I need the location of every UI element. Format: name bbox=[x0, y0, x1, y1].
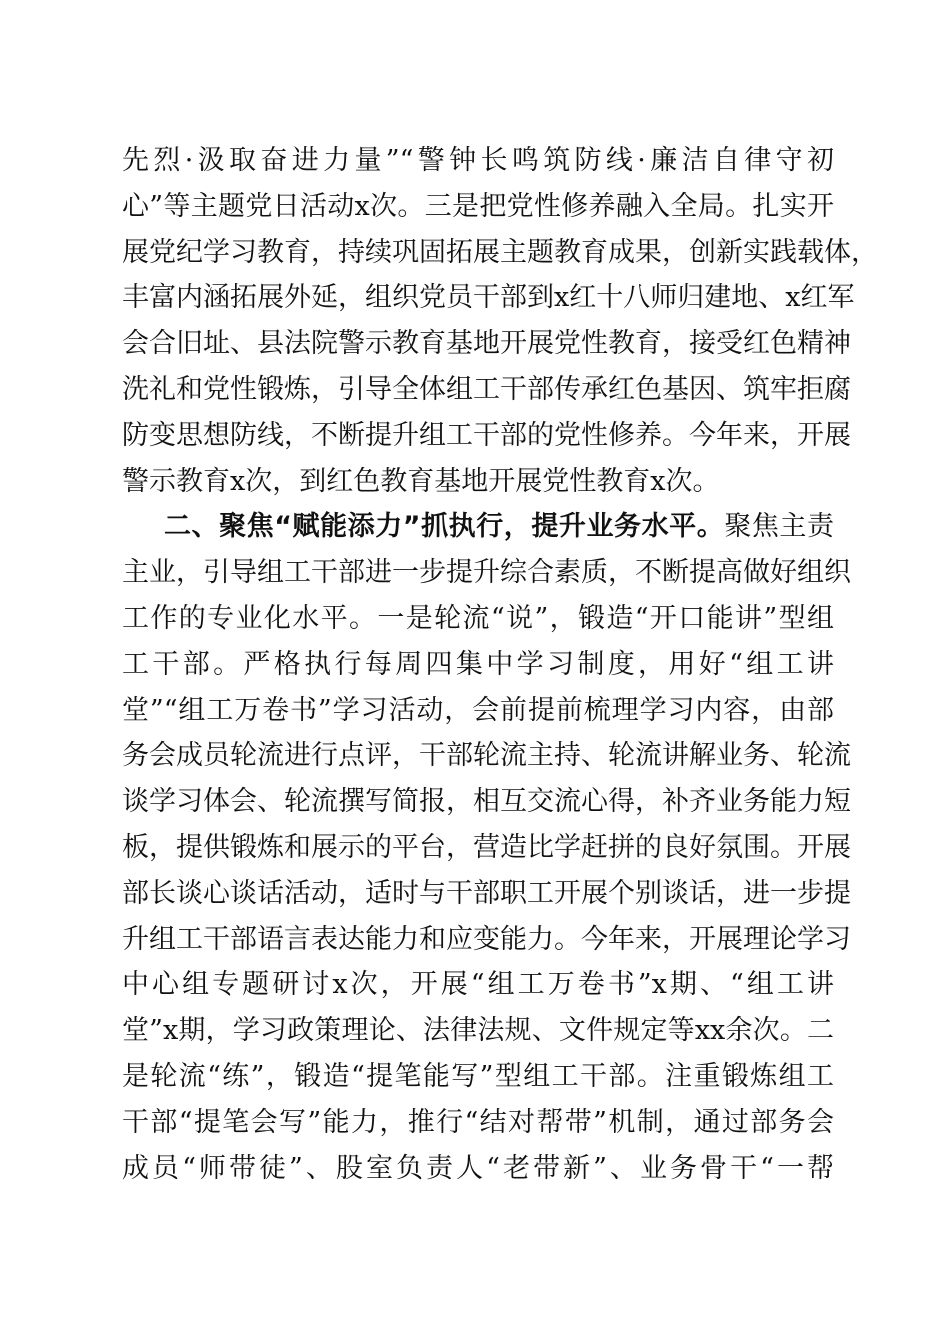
text-line: 成员“师带徒”、股室负责人“老带新”、业务骨干“一帮 bbox=[122, 1152, 834, 1184]
text-line: 堂”x期，学习政策理论、法律法规、文件规定等xx余次。二 bbox=[122, 1015, 834, 1047]
text-line: 展党纪学习教育，持续巩固拓展主题教育成果，创新实践载体， bbox=[122, 236, 878, 268]
text-line: 部长谈心谈话活动，适时与干部职工开展个别谈话，进一步提 bbox=[122, 877, 851, 909]
text-line: 主业，引导组工干部进一步提升综合素质，不断提高做好组织 bbox=[122, 557, 851, 589]
text-line: 谈学习体会、轮流撰写简报，相互交流心得，补齐业务能力短 bbox=[122, 786, 851, 818]
section-heading-rest: 聚焦主责 bbox=[724, 511, 834, 543]
text-line: 堂”“组工万卷书”学习活动，会前提前梳理学习内容，由部 bbox=[122, 694, 834, 726]
text-line: 洗礼和党性锻炼，引导全体组工干部传承红色基因、筑牢拒腐 bbox=[122, 373, 851, 405]
text-line: 先烈·汲取奋进力量”“警钟长鸣筑防线·廉洁自律守初 bbox=[122, 145, 834, 176]
text-line: 工作的专业化水平。一是轮流“说”，锻造“开口能讲”型组 bbox=[122, 602, 834, 634]
text-line: 务会成员轮流进行点评，干部轮流主持、轮流讲解业务、轮流 bbox=[122, 740, 851, 772]
text-line: 心”等主题党日活动x次。三是把党性修养融入全局。扎实开 bbox=[122, 190, 834, 222]
text-line: 丰富内涵拓展外延，组织党员干部到x红十八师归建地、x红军 bbox=[122, 282, 855, 314]
text-line: 是轮流“练”，锻造“提笔能写”型组工干部。注重锻炼组工 bbox=[122, 1060, 834, 1092]
section-heading: 二、聚焦“赋能添力”抓执行，提升业务水平。 bbox=[164, 511, 725, 543]
text-line: 警示教育x次，到红色教育基地开展党性教育x次。 bbox=[122, 465, 720, 497]
section-heading-line bbox=[122, 504, 834, 550]
text-line: 板，提供锻炼和展示的平台，营造比学赶拼的良好氛围。开展 bbox=[122, 831, 851, 863]
text-line: 会合旧址、县法院警示教育基地开展党性教育，接受红色精神 bbox=[122, 328, 851, 360]
body-text bbox=[122, 138, 878, 1191]
text-line: 中心组专题研讨x次，开展“组工万卷书”x期、“组工讲 bbox=[122, 969, 834, 1001]
text-line: 升组工干部语言表达能力和应变能力。今年来，开展理论学习 bbox=[122, 923, 851, 955]
text-line: 干部“提笔会写”能力，推行“结对帮带”机制，通过部务会 bbox=[122, 1106, 834, 1138]
text-line: 防变思想防线，不断提升组工干部的党性修养。今年来，开展 bbox=[122, 419, 851, 451]
text-line: 工干部。严格执行每周四集中学习制度，用好“组工讲 bbox=[122, 648, 834, 680]
